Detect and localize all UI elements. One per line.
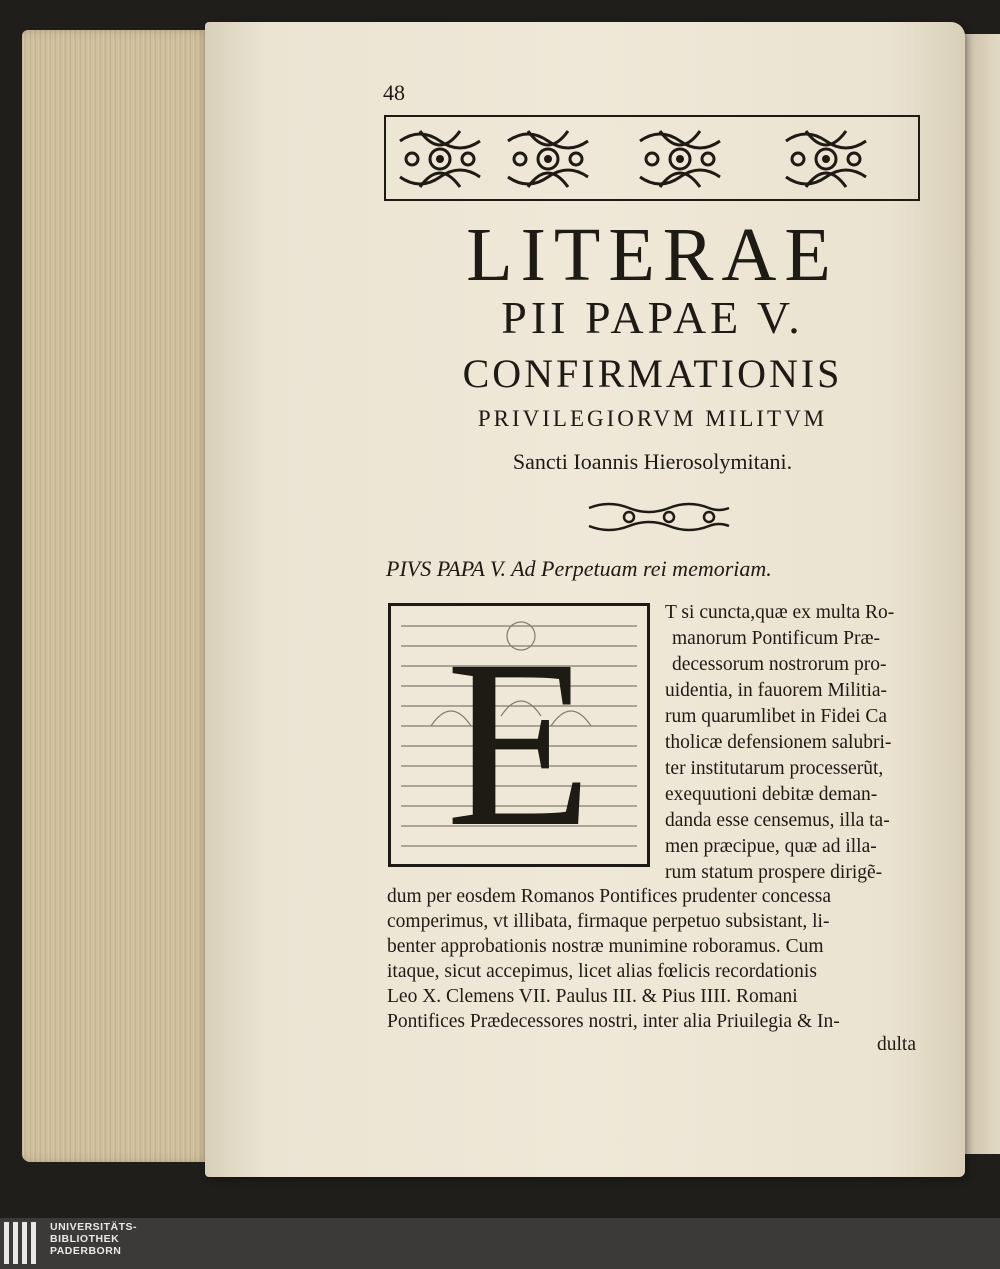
body-line: Leo X. Clemens VII. Paulus III. & Pius IIII. Romani [387,986,798,1007]
library-logo-icon [4,1222,44,1264]
title-privilegiorum: PRIVILEGIORVM MILITVM [477,406,828,431]
ornament-pattern-icon [390,121,916,197]
library-name [50,1221,137,1257]
woodcut-illustration-icon [391,606,647,864]
body-line: Pontifices Prædecessores nostri, inter alia Priuilegia & In- [387,1011,840,1032]
body-line: dum per eosdem Romanos Pontifices prudenter concessa [387,886,832,907]
library-name-line1: UNIVERSITÄTS- [50,1221,138,1233]
body-line: uidentia, in fauorem Militia- [665,680,888,701]
title-pope: PII PAPAE V. [501,292,804,343]
catchword: dulta [877,1034,916,1055]
body-line: exequutioni debitæ deman- [665,784,878,805]
body-line: danda esse censemus, illa ta- [665,810,890,831]
library-name-line3: PADERBORN [50,1245,122,1257]
page-edges [22,30,212,1162]
page-number: 48 [383,80,405,105]
section-heading: PIVS PAPA V. Ad Perpetuam rei memoriam. [386,556,772,581]
header-ornament-band [384,115,920,201]
body-line: T si cuncta,quæ ex multa Ro- [665,602,895,623]
title-literae: LITERAE [466,213,839,297]
library-footer [0,1218,1000,1269]
body-line: men præcipue, quæ ad illa- [665,836,877,857]
facing-page-edge [960,34,1000,1154]
decorated-initial [388,603,650,867]
body-line: rum statum prospere dirigẽ- [665,862,883,883]
body-line: manorum Pontificum Præ- [672,628,880,649]
body-line: decessorum nostrorum pro- [672,654,887,675]
title-sancti-ioannis: Sancti Ioannis Hierosolymitani. [512,449,793,474]
library-name-line2: BIBLIOTHEK [50,1233,120,1245]
body-line: itaque, sicut accepimus, licet alias fœlicis recordationis [387,961,817,982]
body-line: ter institutarum processerũt, [665,758,884,779]
body-line: comperimus, vt illibata, firmaque perpetuo subsistant, li- [387,911,830,932]
body-line: benter approbationis nostræ munimine roboramus. Cum [387,936,824,957]
initial-letter: E [445,610,593,864]
small-ornament-icon [584,498,734,536]
body-line: tholicæ defensionem salubri- [665,732,892,753]
body-line: rum quarumlibet in Fidei Ca [665,706,888,727]
title-confirmationis: CONFIRMATIONIS [462,351,843,396]
